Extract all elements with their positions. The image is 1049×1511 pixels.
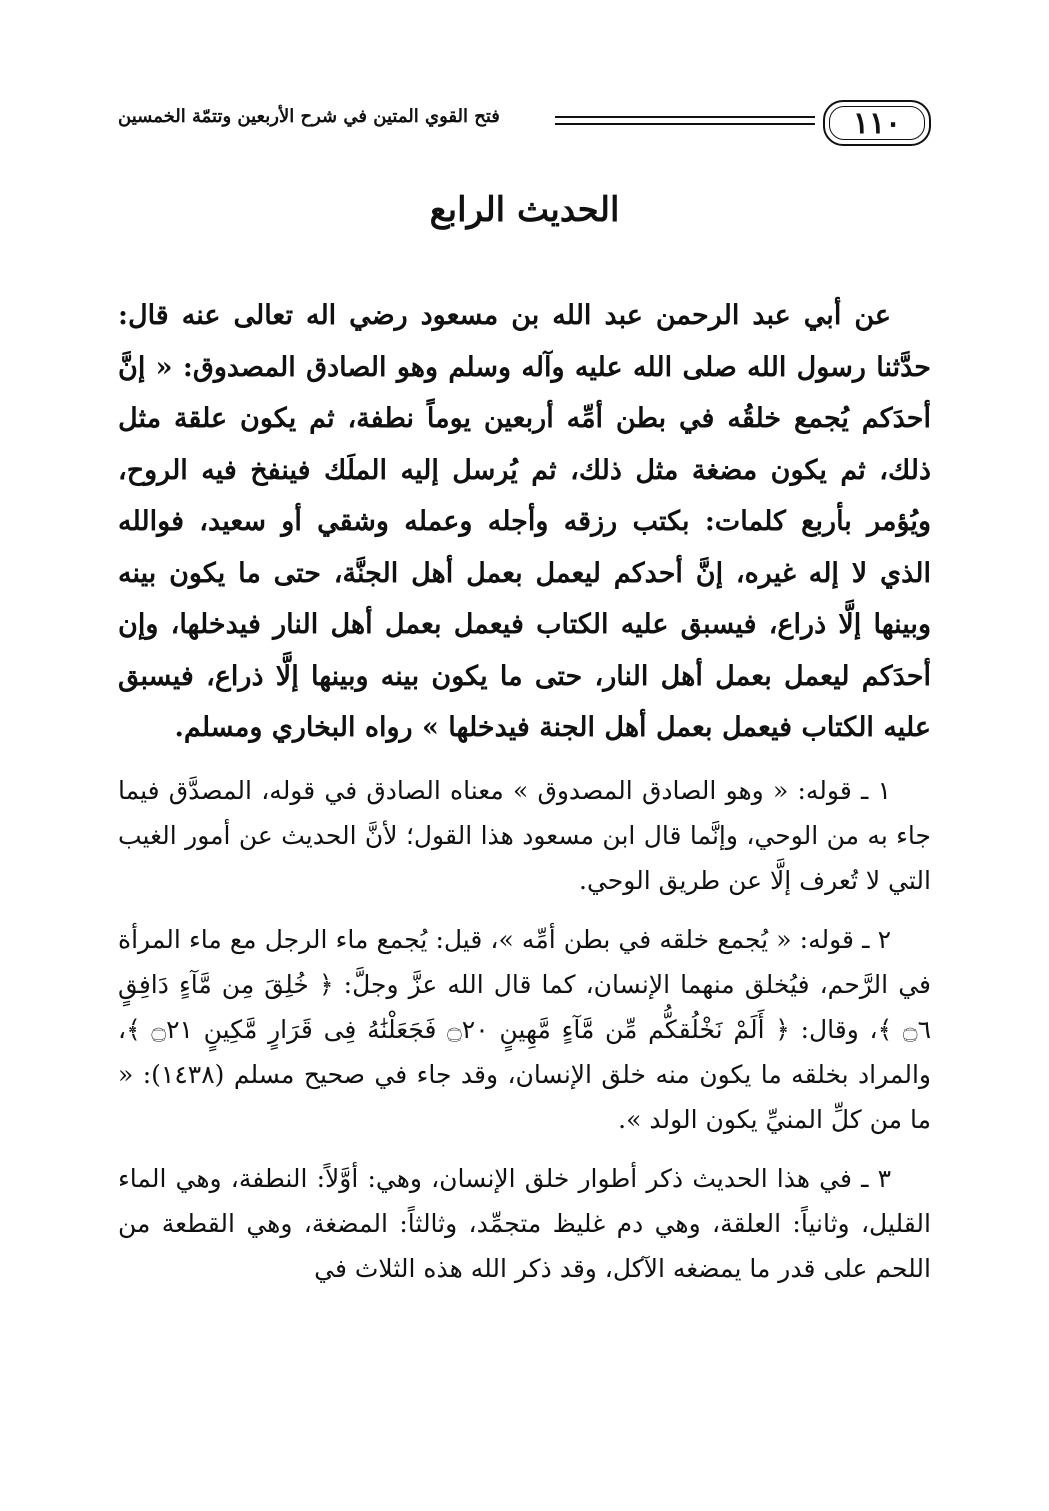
page-number: ١١٠: [852, 105, 902, 141]
header-divider: [555, 116, 815, 125]
note-paragraph-3: ٣ ـ في هذا الحديث ذكر أطوار خلق الإنسان، وهي: أوَّلاً: النطفة، وهي الماء القليل، وثانياً: العلقة، وهي دم غليظ متجمِّد، وثالثاً: المضغة، وهي القطعة من اللحم على قدر ما يمضغه الآكل، وقد ذكر الله هذه الثلاث في: [118, 1163, 931, 1283]
body-text: [118, 290, 931, 1291]
hadith-paragraph: عن أبي عبد الرحمن عبد الله بن مسعود رضي اله تعالى عنه قال: حدَّثنا رسول الله صلى الله عليه وآله وسلم وهو الصادق المصدوق: « إنَّ أحدَكم يُجمع خلقُه في بطن أمِّه أربعين يوماً نطفة، ثم يكون علقة مثل ذلك، ثم يكون مضغة مثل ذلك، ثم يُرسل إليه الملَك فينفخ فيه الروح، ويُؤمر بأربع كلمات: بكتب رزقه وأجله وعمله وشقي أو سعيد، فوالله الذي لا إله غيره، إنَّ أحدكم ليعمل بعمل أهل الجنَّة، حتى ما يكون بينه وبينها إلَّا ذراع، فيسبق عليه الكتاب فيعمل بعمل أهل النار فيدخلها، وإن أحدَكم ليعمل بعمل أهل النار، حتى ما يكون بينه وبينها إلَّا ذراع، فيسبق عليه الكتاب فيعمل بعمل أهل الجنة فيدخلها » رواه البخاري ومسلم.: [118, 300, 931, 743]
page-number-frame: [823, 100, 931, 146]
book-title: فتح القوي المتين في شرح الأربعين وتتمّة الخمسين: [118, 106, 500, 127]
note-paragraph-1: ١ ـ قوله: « وهو الصادق المصدوق » معناه الصادق في قوله، المصدَّق فيما جاء به من الوحي، وإنَّما قال ابن مسعود هذا القول؛ لأنَّ الحديث عن أمور الغيب التي لا تُعرف إلَّا عن طريق الوحي.: [118, 775, 931, 895]
running-header: [118, 96, 931, 152]
note-paragraph-2: ٢ ـ قوله: « يُجمع خلقه في بطن أمِّه »، قيل: يُجمع ماء الرجل مع ماء المرأة في الرَّحم، فيُخلق منهما الإنسان، كما قال الله عزَّ وجلَّ: ﴿ خُلِقَ مِن مَّآءٍ دَافِقٍ ۝٦ ﴾، وقال: ﴿ أَلَمْ نَخْلُقكُّم مِّن مَّآءٍ مَّهِينٍ ۝٢٠ فَجَعَلْنَٰهُ فِى قَرَارٍ مَّكِينٍ ۝٢١ ﴾، والمراد بخلقه ما يكون منه خلق الإنسان، وقد جاء في صحيح مسلم (١٤٣٨): « ما من كلِّ المنيِّ يكون الولد ».: [118, 924, 932, 1134]
hadith-title: الحديث الرابع: [429, 190, 620, 230]
